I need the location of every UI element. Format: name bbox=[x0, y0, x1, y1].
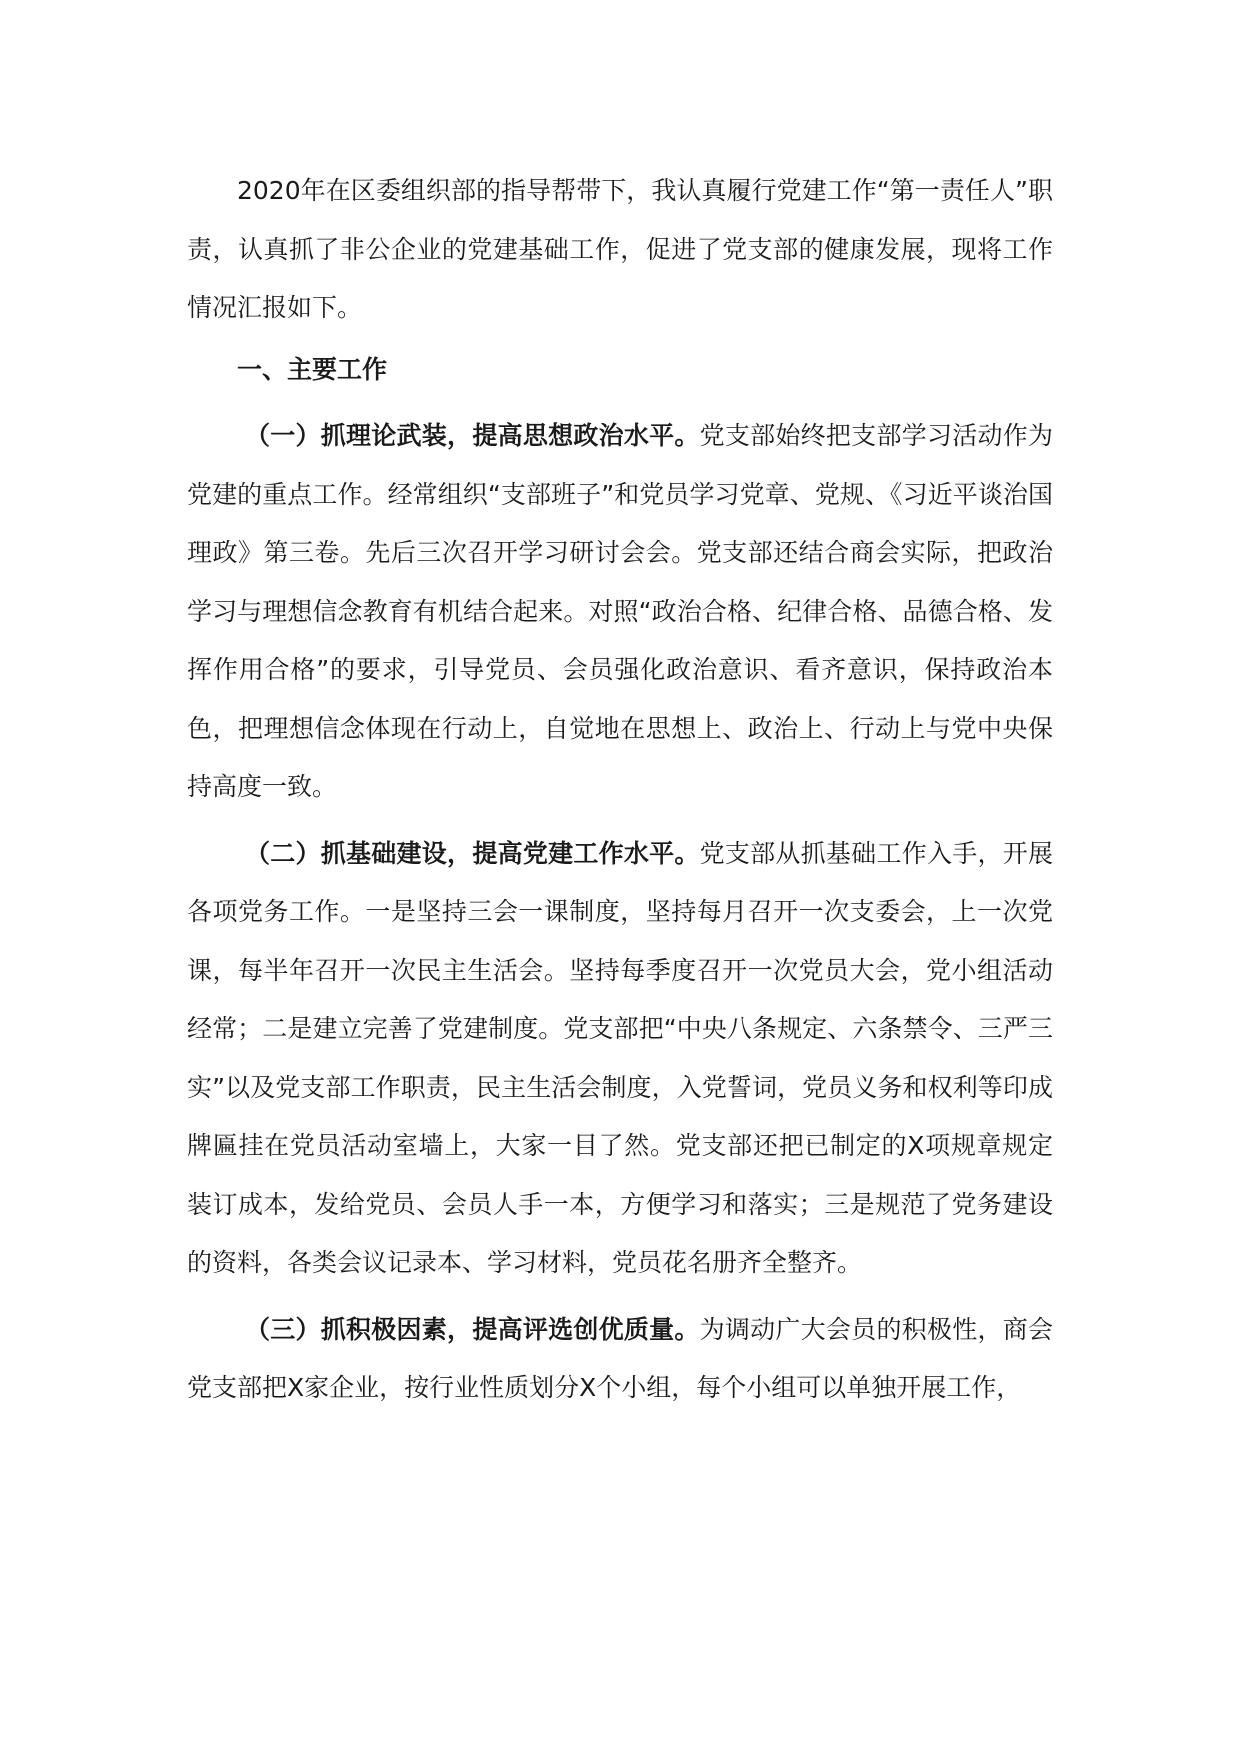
subsection-paragraph-3 bbox=[187, 1301, 1053, 1418]
subsection-paragraph-1 bbox=[187, 407, 1053, 817]
subsection-lead-1: （一）抓理论武装，提高思想政治水平。 bbox=[245, 421, 700, 450]
section-heading-text: 一、主要工作 bbox=[237, 354, 388, 384]
intro-paragraph: 2020年在区委组织部的指导帮带下，我认真履行党建工作“第一责任人”职责，认真抓了非公企业的党建基础工作，促进了党支部的健康发展，现将工作情况汇报如下。 bbox=[187, 176, 1053, 322]
subsection-body-2: 党支部从抓基础工作入手，开展各项党务工作。一是坚持三会一课制度，坚持每月召开一次支委会，上一次党课，每半年召开一次民主生活会。坚持每季度召开一次党员大会，党小组活动经常；二是建立完善了党建制度。党支部把“中央八条规定、六条禁令、三严三实”以及党支部工作职责，民主生活会制度，入党誓词，党员义务和权利等印成牌匾挂在党员活动室墙上，大家一目了然。党支部还把已制定的X项规章规定装订成本，发给党员、会员人手一本，方便学习和落实；三是规范了党务建设的资料，各类会议记录本、学习材料，党员花名册齐全整齐。 bbox=[187, 838, 1053, 1277]
subsection-paragraph-2 bbox=[187, 825, 1053, 1293]
document-page bbox=[187, 162, 1053, 1418]
subsection-body-1: 党支部始终把支部学习活动作为党建的重点工作。经常组织“支部班子”和党员学习党章、党规、《习近平谈治国理政》第三卷。先后三次召开学习研讨会会。党支部还结合商会实际，把政治学习与理想信念教育有机结合起来。对照“政治合格、纪律合格、品德合格、发挥作用合格”的要求，引导党员、会员强化政治意识、看齐意识，保持政治本色，把理想信念体现在行动上，自觉地在思想上、政治上、行动上与党中央保持高度一致。 bbox=[187, 421, 1053, 801]
subsection-body-3: 为调动广大会员的积极性，商会党支部把X家企业，按行业性质划分X个小组，每个小组可以单独开展工作， bbox=[187, 1314, 1053, 1402]
subsection-lead-3: （三）抓积极因素，提高评选创优质量。 bbox=[245, 1314, 700, 1344]
section-heading bbox=[187, 341, 1053, 400]
subsection-lead-2: （二）抓基础建设，提高党建工作水平。 bbox=[245, 838, 700, 868]
